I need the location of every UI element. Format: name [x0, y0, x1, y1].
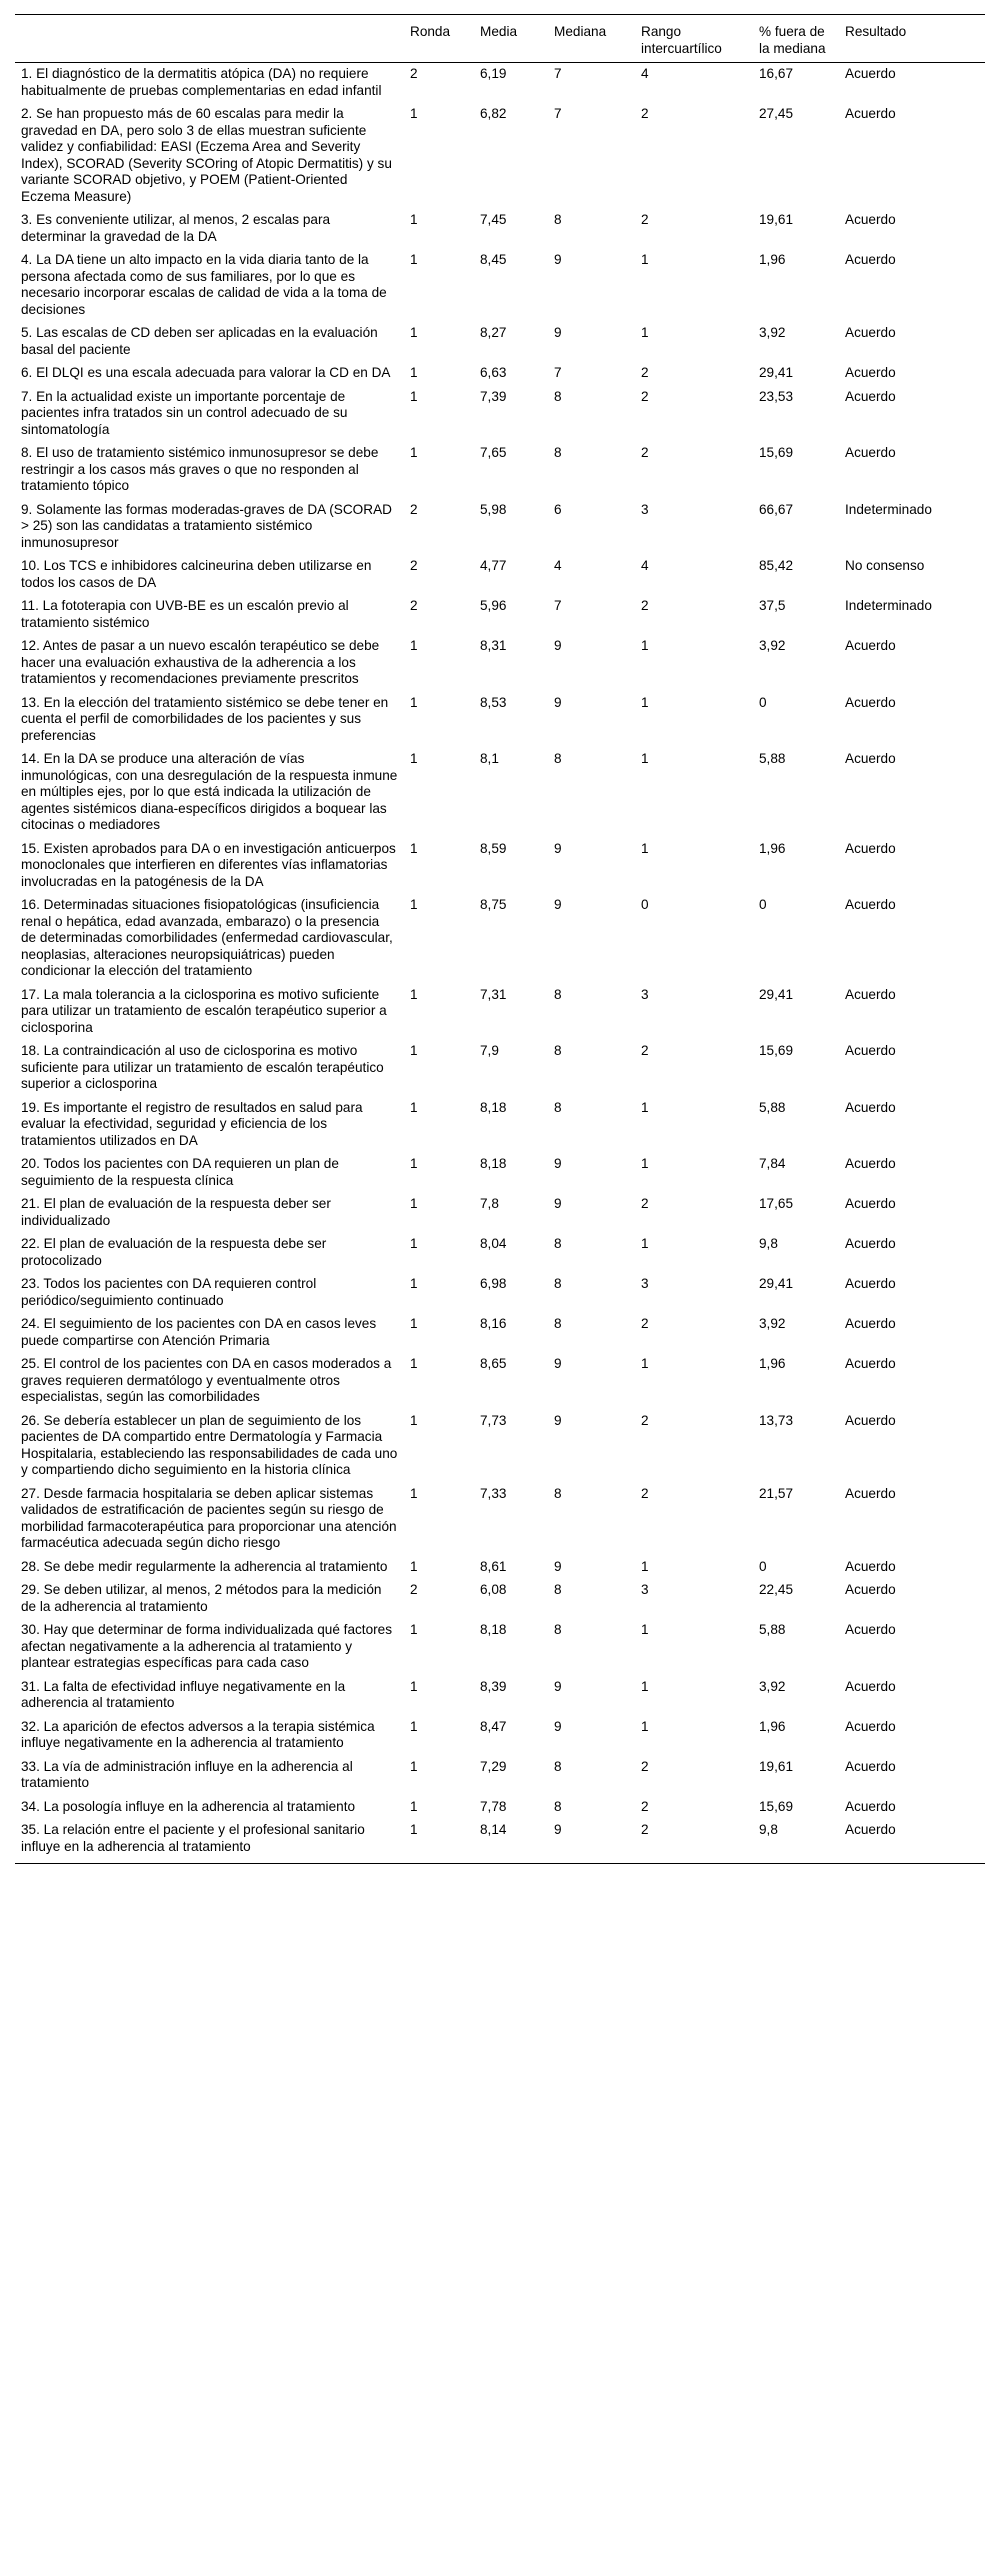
cell-rango: 1 [641, 1678, 649, 1694]
cell-statement: 7. En la actualidad existe un importante porcentaje de pacientes infra tratados sin un control adecuado de su sintomatología [21, 388, 348, 437]
cell-media: 8,65 [480, 1356, 507, 1371]
table-row [15, 1234, 985, 1274]
cell-media: 8,18 [480, 1622, 507, 1637]
cell-ronda: 1 [410, 840, 418, 856]
cell-mediana: 9 [548, 1820, 635, 1864]
cell-fuera: 5,88 [759, 1622, 786, 1637]
cell-statement: 28. Se debe medir regularmente la adherencia al tratamiento [21, 1558, 388, 1574]
cell-fuera: 21,57 [759, 1485, 794, 1501]
cell-mediana: 9 [554, 897, 562, 912]
cell-mediana: 8 [554, 1236, 562, 1251]
cell-fuera: 15,69 [759, 1043, 794, 1058]
cell-media: 8,45 [480, 252, 507, 267]
col-header-resultado: Resultado [839, 15, 985, 63]
cell-fuera: 7,84 [759, 1156, 786, 1171]
cell-mediana: 8 [554, 388, 562, 404]
cell-mediana: 7 [554, 106, 562, 121]
cell-media: 6,08 [480, 1582, 507, 1597]
cell-resultado: Acuerdo [845, 1099, 896, 1115]
cell-statement: 16. Determinadas situaciones fisiopatológicas (insuficiencia renal o hepática, edad avanzada, embarazo) o la presencia de determinadas comorbilidades (enfermedad cardiovascular, neoplasias, alteraciones neuropsiquiátricas) pueden condicionar la elección del tratamiento [21, 897, 393, 978]
cell-fuera: 1,96 [759, 840, 786, 856]
cell-ronda: 1 [410, 252, 418, 267]
cell-fuera: 37,5 [759, 598, 786, 613]
cell-rango: 1 [641, 1156, 649, 1171]
cell-mediana: 9 [554, 1412, 562, 1428]
cell-mediana: 9 [554, 1196, 562, 1211]
cell-ronda: 1 [410, 212, 418, 227]
table-body [15, 63, 985, 1864]
cell-fuera: 29,41 [759, 365, 794, 380]
cell-statement: 9. Solamente las formas moderadas-graves de DA (SCORAD > 25) son las candidatas a tratamiento sistémico inmunosupresor [21, 501, 392, 550]
cell-statement: 1. El diagnóstico de la dermatitis atópica (DA) no requiere habitualmente de pruebas complementarias en edad infantil [21, 66, 382, 98]
table-row [15, 1154, 985, 1194]
cell-mediana: 8 [554, 1758, 562, 1774]
table-row [15, 1620, 985, 1677]
cell-fuera: 23,53 [759, 388, 794, 404]
cell-resultado: Acuerdo [839, 1820, 985, 1864]
cell-media: 6,98 [480, 1276, 507, 1291]
cell-resultado: Acuerdo [845, 1412, 896, 1428]
cell-resultado: Acuerdo [845, 1276, 896, 1291]
cell-ronda: 2 [410, 1582, 418, 1597]
cell-media: 7,65 [480, 445, 507, 460]
cell-statement: 25. El control de los pacientes con DA en casos moderados a graves requieren dermatólogo y eventualmente otros especialistas, según las comorbilidades [21, 1356, 392, 1404]
cell-mediana: 8 [554, 1798, 562, 1814]
table-row [15, 104, 985, 210]
col-header-fuera: % fuera de la mediana [753, 15, 839, 63]
cell-rango: 1 [641, 1356, 649, 1371]
cell-mediana: 7 [554, 598, 562, 613]
col-header-ronda: Ronda [404, 15, 474, 63]
cell-mediana: 6 [554, 501, 562, 517]
table-row [15, 1194, 985, 1234]
cell-resultado: Acuerdo [845, 1678, 896, 1694]
cell-fuera: 9,8 [759, 1236, 778, 1251]
cell-statement: 11. La fototerapia con UVB-BE es un escalón previo al tratamiento sistémico [21, 598, 349, 630]
cell-mediana: 7 [554, 365, 562, 380]
cell-media: 8,14 [474, 1820, 548, 1864]
cell-mediana: 8 [554, 212, 562, 227]
cell-ronda: 2 [410, 558, 418, 573]
cell-resultado: Acuerdo [845, 694, 896, 710]
cell-ronda: 1 [410, 445, 418, 460]
table-row [15, 1041, 985, 1098]
table-row [15, 749, 985, 839]
cell-media: 7,78 [480, 1798, 507, 1814]
cell-ronda: 1 [410, 1356, 418, 1371]
cell-mediana: 8 [554, 1316, 562, 1331]
cell-mediana: 9 [554, 1678, 562, 1694]
cell-mediana: 8 [554, 1485, 562, 1501]
table-row [15, 363, 985, 387]
cell-rango: 1 [641, 1099, 649, 1115]
cell-mediana: 9 [554, 1356, 562, 1371]
cell-resultado: Acuerdo [845, 1316, 896, 1331]
cell-statement: 19. Es importante el registro de resultados en salud para evaluar la efectividad, seguridad y eficiencia de los tratamientos utilizados en DA [21, 1099, 363, 1148]
cell-fuera: 1,96 [759, 252, 786, 267]
cell-mediana: 8 [554, 751, 562, 766]
cell-fuera: 85,42 [759, 558, 794, 573]
cell-mediana: 8 [554, 1043, 562, 1058]
col-header-mediana: Mediana [548, 15, 635, 63]
table-row [15, 556, 985, 596]
table-row [15, 210, 985, 250]
cell-statement: 33. La vía de administración influye en la adherencia al tratamiento [21, 1758, 353, 1790]
col-header-rango: Rango intercuartílico [635, 15, 753, 63]
table-row [15, 1557, 985, 1581]
cell-ronda: 1 [410, 638, 418, 653]
cell-rango: 1 [641, 638, 649, 653]
cell-ronda: 1 [410, 897, 418, 912]
cell-statement: 3. Es conveniente utilizar, al menos, 2 escalas para determinar la gravedad de la DA [21, 212, 331, 244]
table-row [15, 1757, 985, 1797]
table-row [15, 1717, 985, 1757]
cell-ronda: 1 [410, 1678, 418, 1694]
cell-media: 8,18 [480, 1156, 507, 1171]
table-row [15, 636, 985, 693]
cell-ronda: 1 [410, 694, 418, 710]
cell-ronda: 1 [410, 1156, 418, 1171]
cell-rango: 2 [641, 365, 649, 380]
cell-rango: 2 [641, 1758, 649, 1774]
cell-mediana: 8 [554, 1622, 562, 1637]
table-row [15, 1797, 985, 1821]
cell-fuera: 66,67 [759, 501, 794, 517]
cell-resultado: Acuerdo [845, 1236, 896, 1251]
cell-statement: 6. El DLQI es una escala adecuada para valorar la CD en DA [21, 365, 391, 380]
cell-statement: 22. El plan de evaluación de la respuesta debe ser protocolizado [21, 1236, 327, 1268]
cell-rango: 2 [641, 1043, 649, 1058]
cell-media: 8,04 [480, 1236, 507, 1251]
cell-mediana: 9 [554, 638, 562, 653]
cell-resultado: Acuerdo [845, 751, 896, 766]
cell-resultado: Acuerdo [845, 1558, 896, 1574]
cell-fuera: 3,92 [759, 325, 786, 340]
cell-resultado: No consenso [845, 558, 925, 573]
cell-media: 7,73 [480, 1412, 507, 1428]
cell-rango: 2 [641, 598, 649, 613]
cell-statement: 10. Los TCS e inhibidores calcineurina deben utilizarse en todos los casos de DA [21, 558, 372, 590]
cell-rango: 2 [641, 1196, 649, 1211]
cell-rango: 1 [641, 694, 649, 710]
cell-fuera: 29,41 [759, 986, 794, 1002]
cell-mediana: 9 [554, 694, 562, 710]
cell-resultado: Acuerdo [845, 1718, 896, 1734]
cell-rango: 2 [641, 388, 649, 404]
cell-rango: 2 [641, 1316, 649, 1331]
cell-ronda: 1 [410, 325, 418, 340]
cell-media: 5,96 [480, 598, 507, 613]
cell-statement: 30. Hay que determinar de forma individualizada qué factores afectan negativamente a la adherencia al tratamiento y plantear estrategias específicas para cada caso [21, 1622, 393, 1670]
cell-media: 6,19 [480, 66, 507, 81]
cell-statement: 15. Existen aprobados para DA o en investigación anticuerpos monoclonales que interfieren en diferentes vías inflamatorias involucradas en la patogénesis de la DA [21, 840, 396, 889]
cell-media: 8,75 [480, 897, 507, 912]
cell-resultado: Acuerdo [845, 1758, 896, 1774]
cell-statement: 23. Todos los pacientes con DA requieren control periódico/seguimiento continuado [21, 1276, 317, 1308]
consensus-table [15, 14, 985, 1864]
table-row [15, 985, 985, 1042]
cell-mediana: 9 [554, 325, 562, 340]
table-row [15, 693, 985, 750]
cell-mediana: 8 [554, 1582, 562, 1597]
cell-resultado: Acuerdo [845, 897, 896, 912]
cell-fuera: 0 [759, 897, 767, 912]
cell-mediana: 9 [554, 252, 562, 267]
cell-fuera: 16,67 [759, 66, 794, 81]
cell-rango: 3 [641, 1582, 649, 1597]
cell-ronda: 1 [410, 365, 418, 380]
cell-media: 7,29 [480, 1758, 507, 1774]
cell-statement: 35. La relación entre el paciente y el profesional sanitario influye en la adherencia al tratamiento [15, 1820, 404, 1864]
cell-media: 8,1 [480, 751, 499, 766]
cell-media: 6,82 [480, 106, 507, 121]
cell-fuera: 3,92 [759, 1316, 786, 1331]
table-row [15, 895, 985, 985]
cell-mediana: 7 [554, 66, 562, 81]
table-row [15, 500, 985, 557]
table-row [15, 1274, 985, 1314]
cell-rango: 1 [641, 1718, 649, 1734]
table-row [15, 63, 985, 105]
cell-mediana: 9 [554, 1718, 562, 1734]
cell-fuera: 29,41 [759, 1276, 794, 1291]
cell-fuera: 0 [759, 1558, 767, 1574]
cell-rango: 4 [641, 558, 649, 573]
cell-fuera: 17,65 [759, 1196, 794, 1211]
cell-media: 8,53 [480, 694, 507, 710]
cell-statement: 32. La aparición de efectos adversos a la terapia sistémica influye negativamente en la adherencia al tratamiento [21, 1718, 375, 1750]
cell-statement: 26. Se debería establecer un plan de seguimiento de los pacientes de DA compartido entre Dermatología y Farmacia Hospitalaria, estableciendo las responsabilidades de cada uno y compartiendo dicho seguimiento en la historia clínica [21, 1412, 398, 1477]
cell-rango: 1 [641, 1236, 649, 1251]
cell-media: 8,27 [480, 325, 507, 340]
table-row [15, 1677, 985, 1717]
cell-rango: 1 [641, 325, 649, 340]
cell-media: 8,16 [480, 1316, 507, 1331]
cell-ronda: 1 [410, 1798, 418, 1814]
cell-statement: 21. El plan de evaluación de la respuesta deber ser individualizado [21, 1196, 331, 1228]
cell-resultado: Acuerdo [845, 1582, 896, 1597]
cell-statement: 24. El seguimiento de los pacientes con DA en casos leves puede compartirse con Atención Primaria [21, 1316, 377, 1348]
cell-fuera: 9,8 [753, 1820, 839, 1864]
cell-resultado: Acuerdo [845, 1156, 896, 1171]
cell-rango: 2 [641, 1798, 649, 1814]
header-row [15, 15, 985, 63]
cell-rango: 2 [641, 106, 649, 121]
cell-fuera: 19,61 [759, 212, 794, 227]
cell-statement: 34. La posología influye en la adherencia al tratamiento [21, 1798, 356, 1814]
col-header-statement [15, 15, 404, 63]
table-row [15, 323, 985, 363]
cell-statement: 20. Todos los pacientes con DA requieren un plan de seguimiento de la respuesta clínica [21, 1156, 339, 1188]
cell-fuera: 15,69 [759, 445, 794, 460]
cell-mediana: 9 [554, 1156, 562, 1171]
cell-mediana: 8 [554, 1099, 562, 1115]
cell-media: 8,61 [480, 1558, 507, 1574]
cell-rango: 2 [641, 212, 649, 227]
cell-resultado: Acuerdo [845, 252, 896, 267]
cell-rango: 3 [641, 1276, 649, 1291]
cell-resultado: Acuerdo [845, 1043, 896, 1058]
cell-media: 8,59 [480, 840, 507, 856]
table-row [15, 1411, 985, 1484]
cell-statement: 4. La DA tiene un alto impacto en la vida diaria tanto de la persona afectada como de sus familiares, por lo que es necesario incorporar escalas de calidad de vida a la toma de decisiones [21, 252, 387, 317]
cell-mediana: 9 [554, 840, 562, 856]
cell-rango: 1 [641, 1622, 649, 1637]
cell-ronda: 1 [410, 1099, 418, 1115]
cell-fuera: 1,96 [759, 1718, 786, 1734]
cell-statement: 5. Las escalas de CD deben ser aplicadas en la evaluación basal del paciente [21, 325, 378, 357]
cell-ronda: 2 [410, 598, 418, 613]
cell-fuera: 0 [759, 694, 767, 710]
cell-ronda: 1 [410, 1485, 418, 1501]
cell-statement: 13. En la elección del tratamiento sistémico se debe tener en cuenta el perfil de comorbilidades de los pacientes y sus preferencias [21, 694, 389, 743]
cell-ronda: 1 [410, 1276, 418, 1291]
cell-fuera: 5,88 [759, 751, 786, 766]
cell-statement: 18. La contraindicación al uso de ciclosporina es motivo suficiente para utilizar un tratamiento de escalón terapéutico superior a ciclosporina [21, 1043, 384, 1091]
cell-media: 8,39 [480, 1678, 507, 1694]
cell-rango: 2 [641, 1485, 649, 1501]
col-header-media: Media [474, 15, 548, 63]
cell-resultado: Indeterminado [845, 501, 932, 517]
cell-media: 7,45 [480, 212, 507, 227]
cell-statement: 12. Antes de pasar a un nuevo escalón terapéutico se debe hacer una evaluación exhaustiva de la adherencia a los tratamientos y recomendaciones previamente prescritos [21, 638, 380, 686]
table-row [15, 1484, 985, 1557]
cell-ronda: 1 [410, 1558, 418, 1574]
cell-rango: 1 [641, 252, 649, 267]
table-row [15, 250, 985, 323]
cell-statement: 31. La falta de efectividad influye negativamente en la adherencia al tratamiento [21, 1678, 346, 1710]
cell-resultado: Acuerdo [845, 1485, 896, 1501]
cell-resultado: Indeterminado [845, 598, 932, 613]
cell-statement: 29. Se deben utilizar, al menos, 2 métodos para la medición de la adherencia al tratamiento [21, 1582, 382, 1614]
table-row [15, 1820, 985, 1864]
table-row [15, 1580, 985, 1620]
cell-resultado: Acuerdo [845, 840, 896, 856]
cell-resultado: Acuerdo [845, 66, 896, 81]
cell-ronda: 1 [410, 986, 418, 1002]
cell-statement: 27. Desde farmacia hospitalaria se deben aplicar sistemas validados de estratificación de pacientes según su riesgo de morbilidad farmacoterapéutica para proporcionar una atención farmacéutica adecuada según dicho riesgo [21, 1485, 397, 1550]
cell-fuera: 5,88 [759, 1099, 786, 1115]
cell-statement: 8. El uso de tratamiento sistémico inmunosupresor se debe restringir a los casos más graves o que no responden al tratamiento tópico [21, 445, 379, 493]
cell-media: 8,18 [480, 1099, 507, 1115]
cell-media: 7,8 [480, 1196, 499, 1211]
cell-fuera: 3,92 [759, 1678, 786, 1694]
table-row [15, 839, 985, 896]
table-row [15, 1354, 985, 1411]
cell-fuera: 1,96 [759, 1356, 786, 1371]
cell-resultado: Acuerdo [845, 1196, 896, 1211]
cell-media: 8,31 [480, 638, 507, 653]
cell-media: 6,63 [480, 365, 507, 380]
cell-resultado: Acuerdo [845, 638, 896, 653]
cell-ronda: 1 [410, 1718, 418, 1734]
cell-media: 7,9 [480, 1043, 499, 1058]
cell-ronda: 1 [410, 751, 418, 766]
cell-resultado: Acuerdo [845, 106, 896, 121]
cell-ronda: 1 [410, 106, 418, 121]
cell-fuera: 13,73 [759, 1412, 794, 1428]
cell-rango: 2 [641, 445, 649, 460]
cell-fuera: 22,45 [759, 1582, 794, 1597]
cell-fuera: 27,45 [759, 106, 794, 121]
cell-rango: 1 [641, 1558, 649, 1574]
cell-rango: 1 [641, 840, 649, 856]
cell-resultado: Acuerdo [845, 388, 896, 404]
table-row [15, 443, 985, 500]
table-row [15, 387, 985, 444]
cell-media: 7,31 [480, 986, 507, 1002]
cell-mediana: 8 [554, 986, 562, 1002]
cell-rango: 2 [635, 1820, 753, 1864]
cell-rango: 1 [641, 751, 649, 766]
cell-ronda: 1 [410, 1412, 418, 1428]
cell-statement: 14. En la DA se produce una alteración de vías inmunológicas, con una desregulación de la respuesta inmune en múltiples ejes, por lo que está indicada la utilización de agentes sistémicos diana-específicos dirigidos a boquear las citocinas o mediadores [21, 751, 398, 832]
cell-ronda: 1 [410, 1316, 418, 1331]
table-row [15, 1314, 985, 1354]
cell-fuera: 3,92 [759, 638, 786, 653]
cell-statement: 17. La mala tolerancia a la ciclosporina es motivo suficiente para utilizar un tratamiento de escalón terapéutico superior a ciclosporina [21, 986, 387, 1035]
cell-mediana: 9 [554, 1558, 562, 1574]
table-row [15, 596, 985, 636]
cell-ronda: 1 [404, 1820, 474, 1864]
cell-fuera: 15,69 [759, 1798, 794, 1814]
cell-ronda: 1 [410, 388, 418, 404]
cell-rango: 3 [641, 986, 649, 1002]
cell-mediana: 4 [554, 558, 562, 573]
cell-media: 5,98 [480, 501, 507, 517]
cell-ronda: 1 [410, 1236, 418, 1251]
cell-mediana: 8 [554, 1276, 562, 1291]
cell-rango: 3 [641, 501, 649, 517]
cell-statement: 2. Se han propuesto más de 60 escalas para medir la gravedad en DA, pero solo 3 de ellas muestran suficiente validez y confiabilidad: EASI (Eczema Area and Severity Index), SCORAD (Severity SCOring of Atopic Dermatitis) y su variante SCORAD objetivo, y POEM (Patient-Oriented Eczema Measure) [21, 106, 392, 204]
cell-media: 8,47 [480, 1718, 507, 1734]
cell-resultado: Acuerdo [845, 325, 896, 340]
cell-resultado: Acuerdo [845, 1356, 896, 1371]
cell-resultado: Acuerdo [845, 1798, 896, 1814]
cell-mediana: 8 [554, 445, 562, 460]
cell-ronda: 2 [410, 66, 418, 81]
cell-ronda: 2 [410, 501, 418, 517]
cell-media: 7,33 [480, 1485, 507, 1501]
cell-fuera: 19,61 [759, 1758, 794, 1774]
cell-ronda: 1 [410, 1758, 418, 1774]
cell-media: 4,77 [480, 558, 507, 573]
cell-resultado: Acuerdo [845, 1622, 896, 1637]
cell-media: 7,39 [480, 388, 507, 404]
cell-resultado: Acuerdo [845, 212, 896, 227]
cell-ronda: 1 [410, 1196, 418, 1211]
cell-resultado: Acuerdo [845, 986, 896, 1002]
cell-resultado: Acuerdo [845, 365, 896, 380]
cell-rango: 0 [641, 897, 649, 912]
table-row [15, 1098, 985, 1155]
cell-resultado: Acuerdo [845, 445, 896, 460]
cell-ronda: 1 [410, 1622, 418, 1637]
cell-ronda: 1 [410, 1043, 418, 1058]
cell-rango: 2 [641, 1412, 649, 1428]
cell-rango: 4 [641, 66, 649, 81]
